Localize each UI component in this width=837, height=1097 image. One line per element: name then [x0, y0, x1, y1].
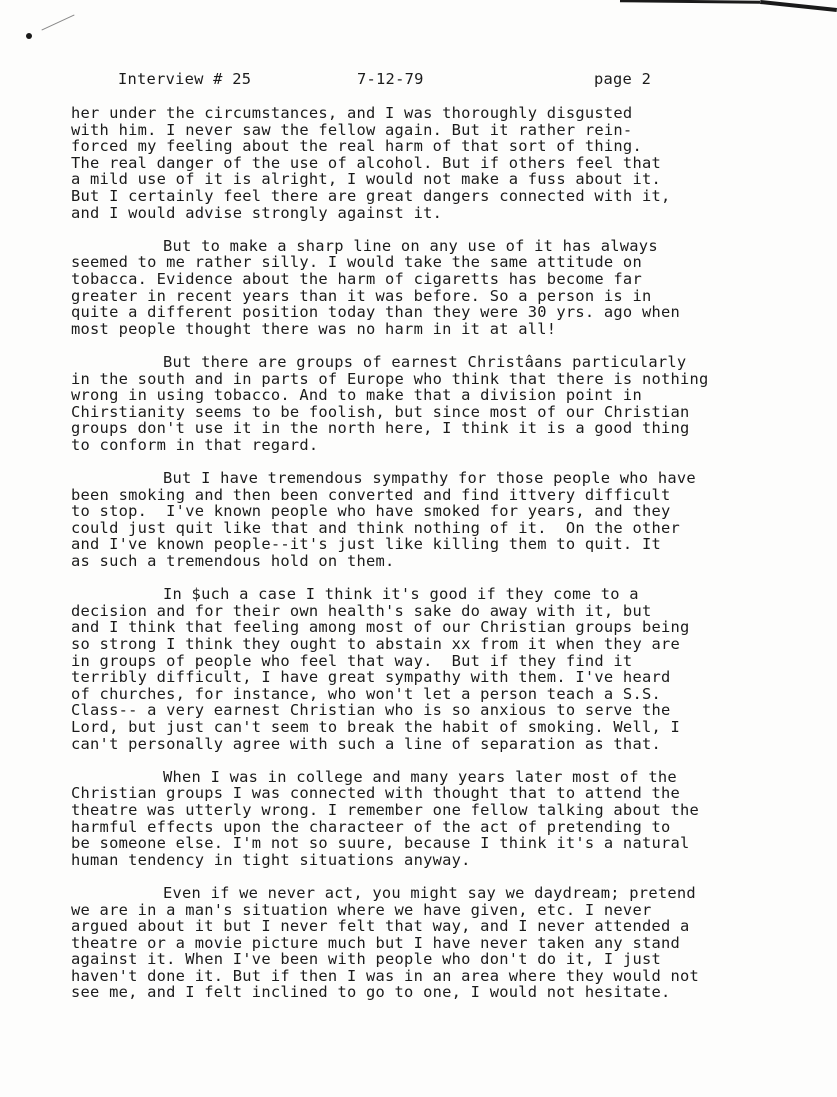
text-line: in the south and in parts of Europe who think that there is nothing: [71, 369, 709, 388]
ink-speck: [26, 33, 32, 39]
text-line: seemed to me rather silly. I would take the same attitude on: [71, 253, 642, 272]
text-line: we are in a man's situation where we have given, etc. I never: [71, 900, 652, 919]
text-line: forced my feeling about the real harm of that sort of thing.: [71, 137, 642, 156]
text-line: to stop. I've known people who have smoked for years, and they: [71, 502, 671, 521]
text-line: can't personally agree with such a line of separation as that.: [71, 734, 661, 753]
text-line: But there are groups of earnest Christâans particularly: [163, 352, 687, 371]
text-line: human tendency in tight situations anyway.: [71, 850, 471, 869]
text-line: quite a different position today than they were 30 yrs. ago when: [71, 303, 681, 322]
text-line: to conform in that regard.: [71, 435, 319, 454]
text-line: But I have tremendous sympathy for those people who have: [163, 469, 696, 488]
text-line: haven't done it. But if then I was in an area where they would not: [71, 966, 700, 985]
interview-number: Interview # 25: [118, 70, 252, 88]
pencil-stroke: [41, 14, 74, 30]
paragraph: [71, 885, 771, 1001]
paragraph: [71, 354, 771, 454]
text-line: theatre was utterly wrong. I remember one fellow talking about the: [71, 800, 700, 819]
text-line: been smoking and then been converted and find ittvery difficult: [71, 485, 671, 504]
text-line: The real danger of the use of alcohol. But if others feel that: [71, 153, 661, 172]
text-line: of churches, for instance, who won't let a person teach a S.S.: [71, 684, 661, 703]
text-line: In $uch a case I think it's good if they come to a: [163, 585, 639, 604]
text-line: Even if we never act, you might say we daydream; pretend: [163, 883, 696, 902]
text-line: see me, and I felt inclined to go to one, I would not hesitate.: [71, 983, 671, 1002]
text-line: When I was in college and many years later most of the: [163, 767, 677, 786]
text-line: Class-- a very earnest Christian who is so anxious to serve the: [71, 701, 671, 720]
paragraph: [71, 470, 771, 570]
paragraph: [71, 586, 771, 752]
paragraph: [71, 105, 771, 221]
text-line: and I would advise strongly against it.: [71, 203, 443, 222]
text-line: wrong in using tobacco. And to make that a division point in: [71, 386, 642, 405]
text-line: terribly difficult, I have great sympathy with them. I've heard: [71, 668, 671, 687]
text-line: in groups of people who feel that way. But if they find it: [71, 651, 633, 670]
text-line: tobacca. Evidence about the harm of cigaretts has become far: [71, 269, 642, 288]
interview-date: 7-12-79: [357, 70, 424, 88]
text-line: decision and for their own health's sake do away with it, but: [71, 601, 652, 620]
paragraph: [71, 238, 771, 338]
paragraph: [71, 769, 771, 869]
text-line: theatre or a movie picture much but I have never taken any stand: [71, 933, 681, 952]
text-line: groups don't use it in the north here, I think it is a good thing: [71, 419, 690, 438]
text-line: as such a tremendous hold on them.: [71, 552, 395, 571]
text-line: Lord, but just can't seem to break the habit of smoking. Well, I: [71, 717, 681, 736]
text-line: greater in recent years than it was before. So a person is in: [71, 286, 652, 305]
text-line: her under the circumstances, and I was thoroughly disgusted: [71, 104, 633, 122]
text-line: against it. When I've been with people who don't do it, I just: [71, 950, 661, 969]
text-line: most people thought there was no harm in it at all!: [71, 319, 557, 338]
text-line: argued about it but I never felt that way, and I never attended a: [71, 917, 690, 936]
text-line: so strong I think they ought to abstain xx from it when they are: [71, 635, 681, 653]
scan-edge-mark: [620, 0, 760, 4]
scan-edge-mark: [760, 0, 837, 12]
page-number: page 2: [594, 70, 652, 88]
text-line: and I think that feeling among most of our Christian groups being: [71, 618, 690, 637]
text-line: harmful effects upon the characteer of the act of pretending to: [71, 817, 671, 836]
text-line: and I've known people--it's just like killing them to quit. It: [71, 535, 661, 554]
text-line: with him. I never saw the fellow again. But it rather rein-: [71, 120, 633, 139]
page-header: [0, 71, 837, 89]
transcript-body: [71, 105, 771, 1018]
text-line: Christian groups I was connected with thought that to attend the: [71, 784, 681, 803]
text-line: be someone else. I'm not so suure, because I think it's a natural: [71, 834, 690, 853]
text-line: could just quit like that and think nothing of it. On the other: [71, 518, 681, 537]
text-line: But to make a sharp line on any use of it has always: [163, 236, 658, 255]
text-line: Chirstianity seems to be foolish, but since most of our Christian: [71, 402, 690, 421]
text-line: a mild use of it is alright, I would not make a fuss about it.: [71, 170, 661, 189]
text-line: But I certainly feel there are great dangers connected with it,: [71, 186, 671, 205]
